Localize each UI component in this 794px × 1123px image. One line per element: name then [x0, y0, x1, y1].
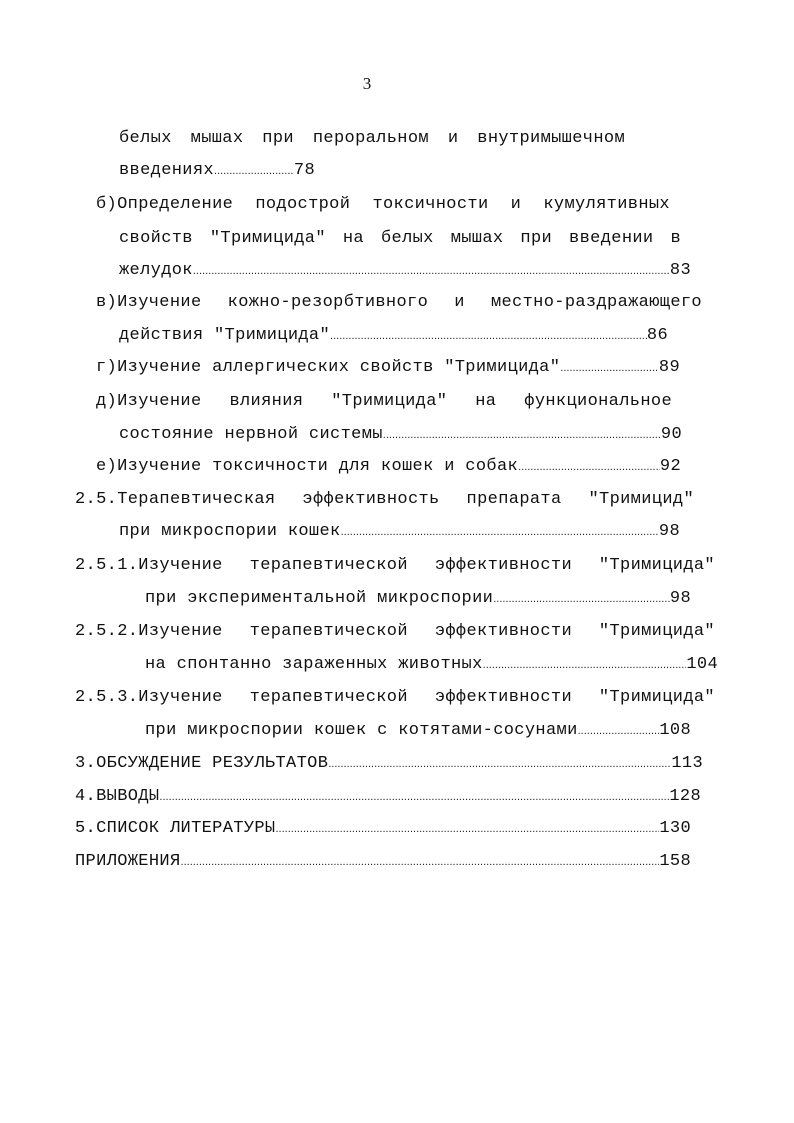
toc-line — [75, 620, 715, 644]
toc-line[interactable] — [119, 259, 691, 283]
toc-line[interactable] — [96, 356, 680, 380]
toc-entry-text: е)Изучение токсичности для кошек и собак — [96, 457, 519, 476]
toc-page-number: 86 — [646, 326, 668, 345]
toc-line — [75, 554, 715, 578]
toc-line — [119, 227, 681, 251]
page-number: 3 — [362, 74, 372, 93]
toc-page-number: 92 — [659, 457, 681, 476]
toc-page-number: 108 — [659, 721, 691, 740]
toc-entry-text: 3.ОБСУЖДЕНИЕ РЕЗУЛЬТАТОВ — [75, 754, 329, 773]
toc-page-number: 78 — [293, 161, 315, 180]
toc-page-number: 113 — [671, 754, 703, 773]
toc-entry-text: свойств "Тримицида" на белых мышах при введении в — [119, 229, 681, 248]
toc-entry-text: состояние нервной системы — [119, 425, 383, 444]
dot-leader — [328, 752, 671, 776]
toc-page-number: 104 — [686, 655, 718, 674]
dot-leader — [560, 356, 659, 380]
dot-leader — [181, 850, 660, 874]
toc-line[interactable] — [75, 785, 701, 809]
dot-leader — [578, 719, 660, 743]
toc-line[interactable] — [145, 587, 691, 611]
toc-page-number: 158 — [659, 852, 691, 871]
toc-entry-text: при микроспории кошек с котятами-сосунами — [145, 721, 578, 740]
toc-page-number: 130 — [659, 819, 691, 838]
toc-entry-text: действия "Тримицида" — [119, 326, 331, 345]
toc-entry-text: г)Изучение аллергических свойств "Тримицида" — [96, 358, 561, 377]
toc-entry-text: 4.ВЫВОДЫ — [75, 787, 160, 806]
toc-entry-text: при экспериментальной микроспории — [145, 589, 494, 608]
toc-page-number: 98 — [658, 522, 680, 541]
dot-leader — [159, 785, 669, 809]
dot-leader — [214, 159, 294, 183]
toc-line[interactable] — [119, 324, 668, 348]
toc-entry-text: 5.СПИСОК ЛИТЕРАТУРЫ — [75, 819, 276, 838]
toc-line[interactable] — [119, 520, 680, 544]
toc-line[interactable] — [145, 653, 718, 677]
toc-entry-text: в)Изучение кожно-резорбтивного и местно-раздражающего — [96, 293, 702, 312]
toc-entry-text: ПРИЛОЖЕНИЯ — [75, 852, 181, 871]
toc-line — [75, 686, 715, 710]
toc-entry-text: при микроспории кошек — [119, 522, 341, 541]
toc-entry-text: на спонтанно зараженных животных — [145, 655, 483, 674]
toc-line[interactable] — [145, 719, 691, 743]
dot-leader — [493, 587, 670, 611]
toc-entry-text: 2.5.2.Изучение терапевтической эффективности "Тримицида" — [75, 622, 715, 641]
toc-page-number: 90 — [660, 425, 682, 444]
toc-entry-text: введениях — [119, 161, 214, 180]
toc-line[interactable] — [75, 850, 691, 874]
toc-line[interactable] — [75, 817, 691, 841]
toc-entry-text: б)Определение подострой токсичности и кумулятивных — [96, 195, 670, 214]
toc-line[interactable] — [119, 423, 682, 447]
toc-line[interactable] — [119, 159, 315, 183]
toc-line — [96, 291, 702, 315]
dot-leader — [483, 653, 687, 677]
dot-leader — [275, 817, 659, 841]
toc-page-number: 98 — [669, 589, 691, 608]
toc-entry-text: желудок — [119, 261, 193, 280]
dot-leader — [341, 520, 659, 544]
dot-leader — [518, 455, 660, 479]
dot-leader — [330, 324, 647, 348]
toc-page-number: 128 — [669, 787, 701, 806]
toc-line[interactable] — [75, 752, 703, 776]
toc-page-number: 89 — [658, 358, 680, 377]
toc-line — [96, 193, 670, 217]
toc-line — [119, 127, 625, 151]
toc-line[interactable] — [96, 455, 681, 479]
toc-page-number: 83 — [669, 261, 691, 280]
dot-leader — [383, 423, 661, 447]
dot-leader — [193, 259, 670, 283]
toc-line — [96, 390, 672, 414]
toc-entry-text: белых мышах при пероральном и внутримышечном — [119, 129, 625, 148]
toc-entry-text: 2.5.1.Изучение терапевтической эффективности "Тримицида" — [75, 556, 715, 575]
toc-entry-text: д)Изучение влияния "Тримицида" на функциональное — [96, 392, 672, 411]
toc-line — [75, 488, 694, 512]
toc-entry-text: 2.5.Терапевтическая эффективность препарата "Тримицид" — [75, 490, 694, 509]
toc-entry-text: 2.5.3.Изучение терапевтической эффективности "Тримицида" — [75, 688, 715, 707]
